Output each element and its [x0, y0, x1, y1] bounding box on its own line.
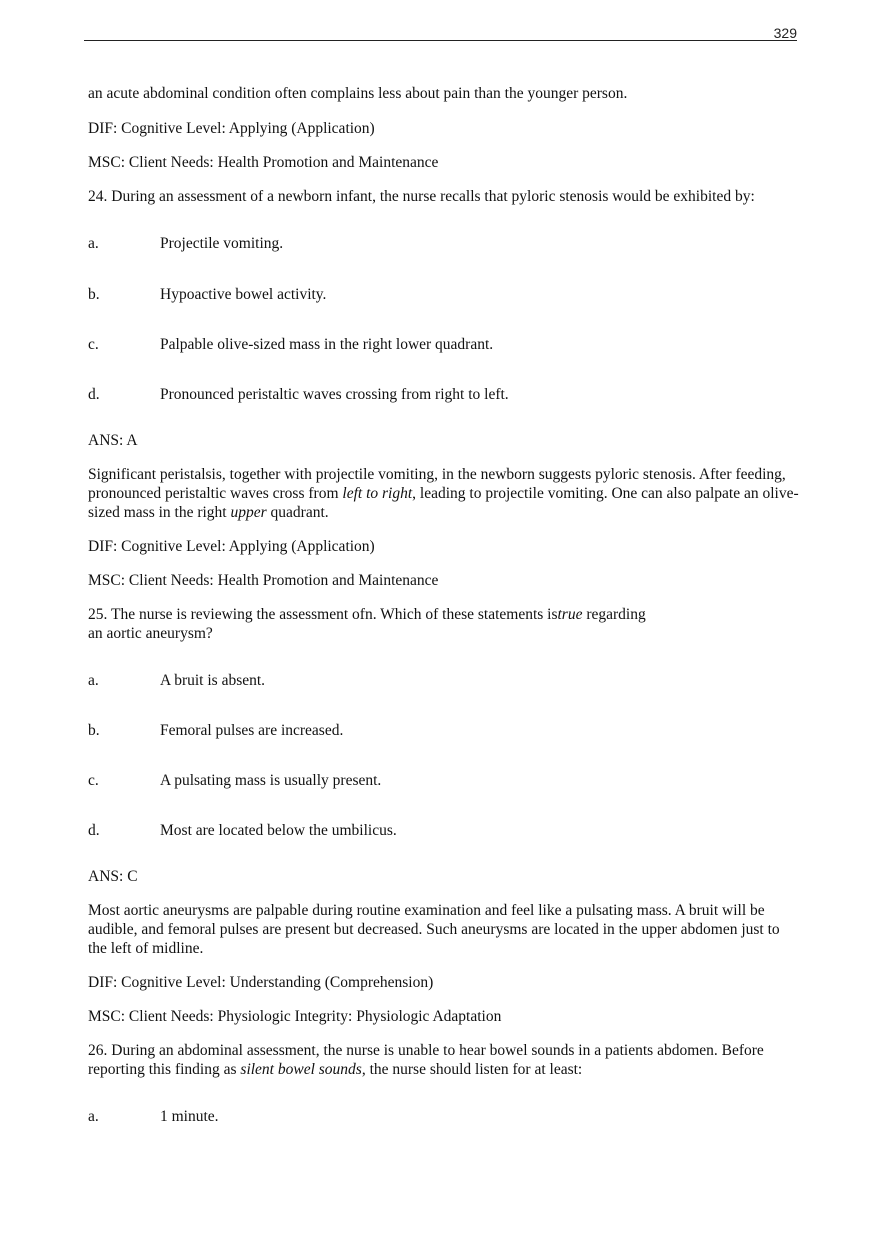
q24-msc: MSC: Client Needs: Health Promotion and Maintenance — [88, 572, 439, 589]
q24-question: 24. During an assessment of a newborn infant, the nurse recalls that pyloric stenosis would be exhibited by: — [88, 188, 755, 205]
q24-option-b — [88, 285, 800, 304]
question-emphasis: true — [557, 606, 583, 623]
rationale-emphasis: left to right — [342, 485, 413, 502]
option-text: 1 minute. — [160, 1108, 219, 1125]
option-letter: c. — [88, 336, 99, 353]
question-text: 26. During an abdominal assessment, the nurse is unable to hear bowel sounds in a patients abdomen. Before reporting this finding as — [88, 1042, 764, 1078]
q25-question — [88, 605, 800, 643]
option-text: A bruit is absent. — [160, 672, 266, 689]
question-emphasis: silent bowel sounds — [240, 1061, 362, 1078]
question-text: n. Which of these statements is — [364, 606, 558, 623]
q25-option-d — [88, 821, 800, 840]
option-text: Palpable olive-sized mass in the right lower quadrant. — [160, 336, 494, 353]
option-text: Pronounced peristaltic waves crossing from right to left. — [160, 386, 509, 403]
page-number: 329 — [773, 25, 797, 41]
q24-rationale — [88, 465, 800, 522]
question-text: 25. The nurse is reviewing the assessment of — [88, 606, 365, 623]
q24-option-c — [88, 335, 800, 354]
rationale-line: audible, and femoral pulses are present but decreased. Such aneurysms are located in the upper abdomen just to — [88, 921, 780, 938]
q25-rationale — [88, 901, 800, 958]
option-text: A pulsating mass is usually present. — [160, 772, 382, 789]
q26-question — [88, 1041, 800, 1079]
q24-option-d — [88, 385, 800, 404]
q25-dif: DIF: Cognitive Level: Understanding (Comprehension) — [88, 974, 434, 991]
option-letter: a. — [88, 1108, 99, 1125]
rationale-text: quadrant. — [266, 504, 329, 521]
intro-text: an acute abdominal condition often complains less about pain than the younger person. — [88, 85, 628, 102]
option-letter: b. — [88, 286, 100, 303]
document-body — [88, 84, 800, 1126]
option-letter: a. — [88, 235, 99, 252]
option-letter: d. — [88, 822, 100, 839]
question-text: regarding — [582, 606, 646, 623]
rationale-text: Significant peristalsis, together with projectile vomiting, in the newborn suggests pyloric stenosis. After feeding, pronounced peristaltic waves cross from — [88, 466, 786, 502]
q24-option-a — [88, 234, 800, 253]
intro-msc: MSC: Client Needs: Health Promotion and Maintenance — [88, 154, 439, 171]
rationale-text: , leading to projectile vomiting. One can also palpate an olive-sized mass in the right — [88, 485, 799, 521]
question-text: an aortic aneurysm? — [88, 625, 213, 642]
q24-answer: ANS: A — [88, 432, 138, 449]
header-rule — [84, 40, 797, 41]
option-letter: c. — [88, 772, 99, 789]
rationale-line: the left of midline. — [88, 940, 204, 957]
q25-option-c — [88, 771, 800, 790]
q25-msc: MSC: Client Needs: Physiologic Integrity: Physiologic Adaptation — [88, 1008, 502, 1025]
q26-option-a — [88, 1107, 800, 1126]
option-text: Most are located below the umbilicus. — [160, 822, 397, 839]
q24-dif: DIF: Cognitive Level: Applying (Application) — [88, 538, 375, 555]
intro-dif: DIF: Cognitive Level: Applying (Application) — [88, 120, 375, 137]
option-letter: a. — [88, 672, 99, 689]
q25-option-b — [88, 721, 800, 740]
q25-answer: ANS: C — [88, 868, 138, 885]
option-text: Projectile vomiting. — [160, 235, 284, 252]
option-letter: d. — [88, 386, 100, 403]
option-text: Hypoactive bowel activity. — [160, 286, 327, 303]
rationale-line: Most aortic aneurysms are palpable during routine examination and feel like a pulsating mass. A bruit will be — [88, 902, 765, 919]
option-letter: b. — [88, 722, 100, 739]
rationale-emphasis: upper — [230, 504, 267, 521]
option-text: Femoral pulses are increased. — [160, 722, 344, 739]
q25-option-a — [88, 671, 800, 690]
question-text: , the nurse should listen for at least: — [361, 1061, 583, 1078]
